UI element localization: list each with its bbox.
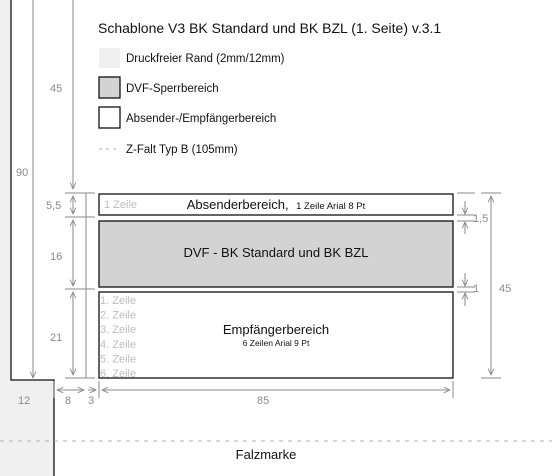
recipient-line-hint: 2. Zeile — [100, 309, 137, 322]
sender-spec: 1 Zeile Arial 8 Pt — [296, 201, 366, 212]
legend-margin-swatch — [99, 48, 120, 68]
dim-label-sender: 5,5 — [46, 200, 62, 212]
fold-mark-label: Falzmarke — [235, 447, 297, 462]
dim-label-total-right: 45 — [499, 283, 512, 295]
recipient-title: Empfängerbereich — [222, 322, 330, 337]
sender-line-hint: 1 Zeile — [104, 199, 138, 211]
dim-label-offset-3: 3 — [88, 395, 95, 407]
dim-label-margin-left: 12 — [18, 395, 31, 407]
page-title: Schablone V3 BK Standard und BK BZL (1. Seite) v.3.1 — [98, 20, 442, 36]
dim-label-recipient: 21 — [50, 332, 63, 344]
recipient-line-hint: 3. Zeile — [100, 324, 137, 337]
dim-label-offset-8: 8 — [65, 395, 72, 407]
dim-label-width-85: 85 — [257, 395, 270, 407]
dim-label-dvf: 16 — [50, 251, 63, 263]
recipient-spec: 6 Zeilen Arial 9 Pt — [242, 338, 310, 348]
dvf-title: DVF - BK Standard und BK BZL — [183, 245, 369, 260]
sender-title: Absenderbereich, — [186, 197, 289, 212]
recipient-line-hint: 5. Zeile — [100, 353, 137, 366]
legend-address-label: Absender-/Empfängerbereich — [126, 113, 277, 125]
dim-label-gap-top: 1,5 — [473, 213, 489, 225]
dim-label-90: 90 — [16, 167, 29, 179]
legend-dvf-label: DVF-Sperrbereich — [126, 83, 219, 95]
recipient-line-hint: 6. Zeile — [100, 368, 137, 380]
dim-label-gap-bottom: 1 — [473, 283, 480, 295]
dim-label-45: 45 — [50, 83, 63, 95]
legend-fold-label: Z-Falt Typ B (105mm) — [126, 144, 238, 156]
legend-address-swatch — [99, 107, 120, 128]
recipient-line-hint: 4. Zeile — [100, 338, 137, 351]
recipient-line-hint: 1. Zeile — [100, 295, 137, 307]
legend-dvf-swatch — [99, 77, 120, 98]
legend-margin-label: Druckfreier Rand (2mm/12mm) — [126, 53, 285, 65]
